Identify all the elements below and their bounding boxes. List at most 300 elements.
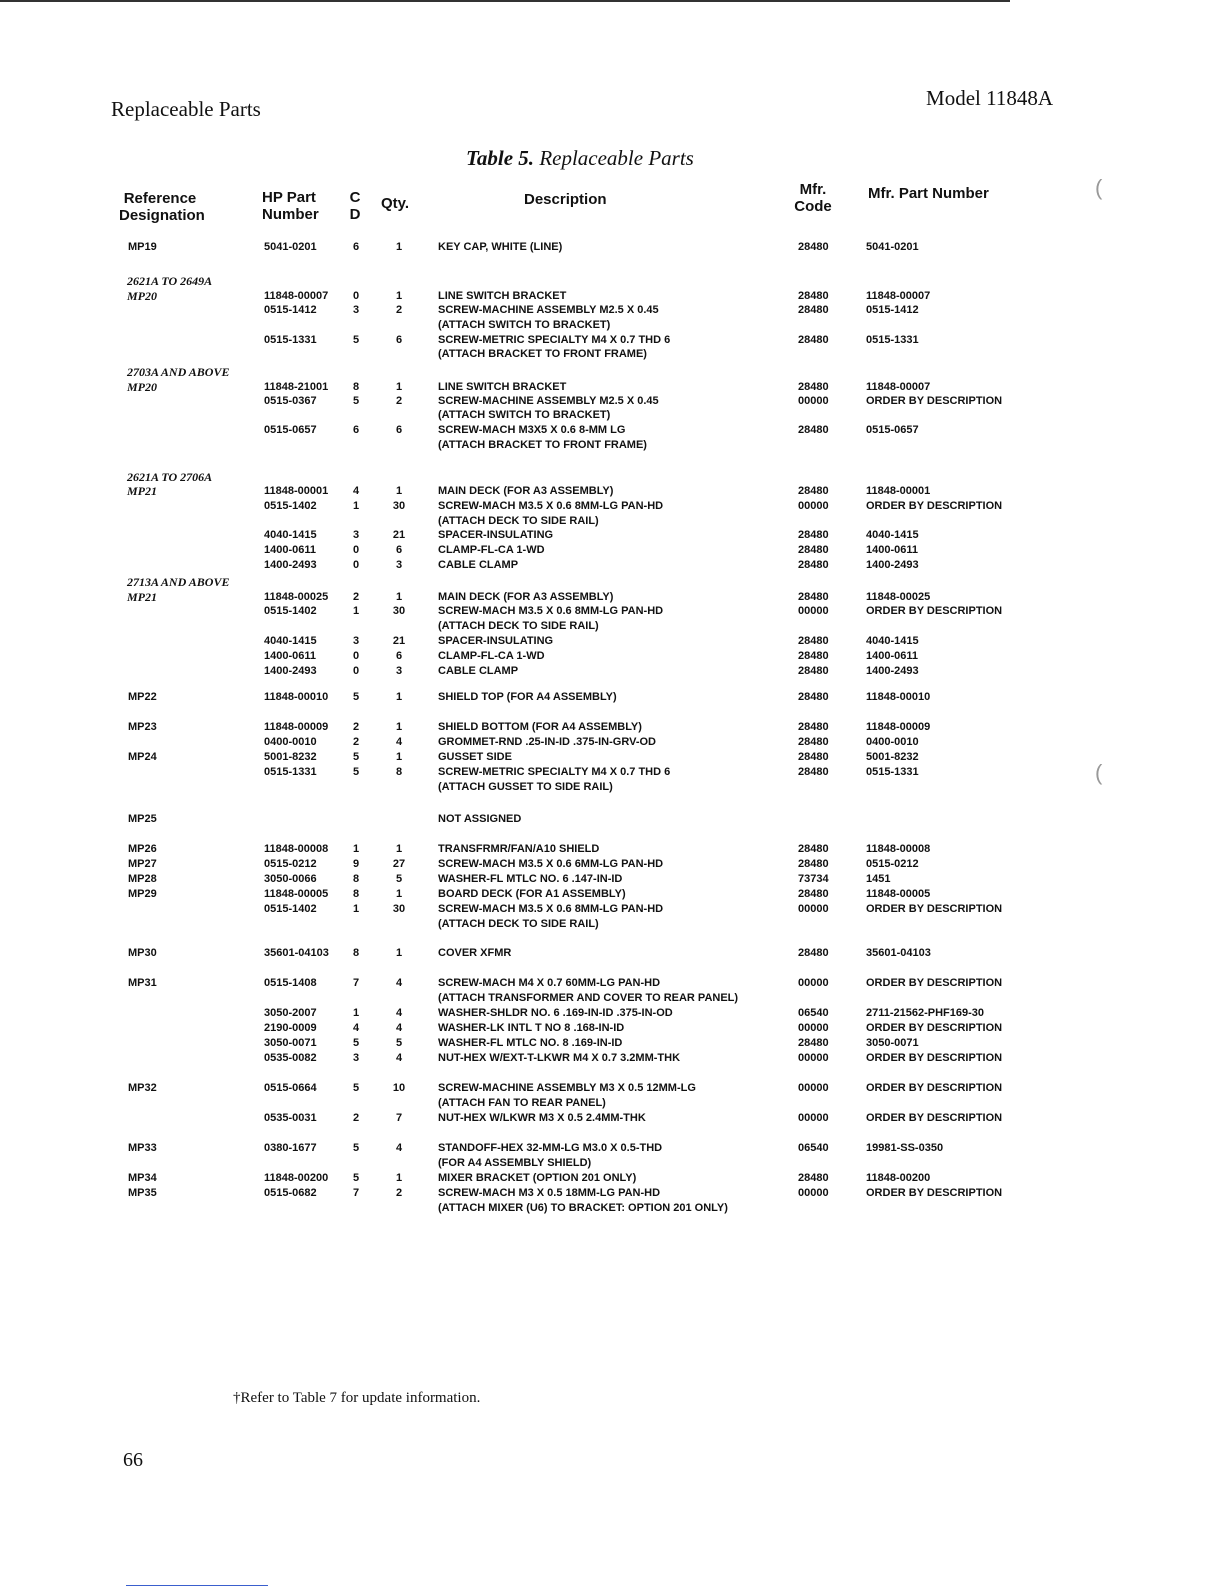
- column-header-mfr-part: Mfr. Part Number: [868, 185, 989, 202]
- reference-designation: MP35: [128, 1187, 157, 1199]
- model-header: Model 11848A: [926, 86, 1053, 110]
- reference-designation: MP27: [128, 858, 157, 870]
- description: CABLE CLAMP: [438, 559, 519, 571]
- table-row: [0, 558, 1224, 573]
- description: (ATTACH DECK TO SIDE RAIL): [438, 918, 599, 930]
- column-header-reference: Reference Designation: [119, 190, 205, 224]
- description: WASHER-SHLDR NO. 6 .169-IN-ID .375-IN-OD: [438, 1007, 673, 1019]
- quantity: 7: [395, 1112, 403, 1124]
- table-row: [0, 1036, 1224, 1051]
- quantity: 10: [392, 1082, 406, 1094]
- check-digit: 2: [352, 736, 360, 748]
- hp-part-number: 1400-2493: [264, 665, 317, 677]
- check-digit: 4: [352, 485, 360, 497]
- quantity: 1: [395, 751, 403, 763]
- description: GUSSET SIDE: [438, 751, 512, 763]
- check-digit: 8: [352, 947, 360, 959]
- table-row: [0, 470, 1224, 485]
- quantity: 1: [395, 485, 403, 497]
- description: LINE SWITCH BRACKET: [438, 381, 567, 393]
- check-digit: 2: [352, 591, 360, 603]
- reference-designation: MP26: [128, 843, 157, 855]
- mfr-part-number: 5041-0201: [866, 241, 919, 253]
- table-row: [0, 365, 1224, 380]
- check-digit: 5: [352, 1082, 360, 1094]
- description: TRANSFRMR/FAN/A10 SHIELD: [438, 843, 600, 855]
- table-row: [0, 240, 1224, 255]
- hp-part-number: 11848-00025: [264, 591, 329, 603]
- table-row: [0, 1186, 1224, 1201]
- quantity: 6: [395, 544, 403, 556]
- description: SHIELD TOP (FOR A4 ASSEMBLY): [438, 691, 617, 703]
- description: MAIN DECK (FOR A3 ASSEMBLY): [438, 485, 614, 497]
- hp-part-number: 0515-0664: [264, 1082, 317, 1094]
- check-digit: 3: [352, 304, 360, 316]
- mfr-part-number: 0515-1331: [866, 334, 919, 346]
- description: SCREW-MACH M3 X 0.5 18MM-LG PAN-HD: [438, 1187, 661, 1199]
- reference-designation: 2621A TO 2706A: [127, 470, 213, 484]
- check-digit: 2: [352, 1112, 360, 1124]
- description: SCREW-MACH M3.5 X 0.6 8MM-LG PAN-HD: [438, 605, 664, 617]
- mfr-part-number: ORDER BY DESCRIPTION: [866, 1052, 1003, 1064]
- hp-part-number: 3050-0071: [264, 1037, 317, 1049]
- table-row: [0, 514, 1224, 529]
- mfr-part-number: ORDER BY DESCRIPTION: [866, 1082, 1003, 1094]
- quantity: 4: [395, 1007, 403, 1019]
- description: LINE SWITCH BRACKET: [438, 290, 567, 302]
- check-digit: 5: [352, 766, 360, 778]
- table-row: [0, 438, 1224, 453]
- reference-designation: MP33: [128, 1142, 157, 1154]
- description: (ATTACH BRACKET TO FRONT FRAME): [438, 348, 647, 360]
- mfr-code: 06540: [798, 1142, 829, 1154]
- hp-part-number: 0535-0082: [264, 1052, 317, 1064]
- mfr-part-number: 1400-0611: [866, 650, 918, 662]
- quantity: 4: [395, 1052, 403, 1064]
- check-digit: 6: [352, 424, 360, 436]
- mfr-part-number: 0400-0010: [866, 736, 919, 748]
- hp-part-number: 0515-1331: [264, 334, 317, 346]
- quantity: 2: [395, 395, 403, 407]
- quantity: 4: [395, 1022, 403, 1034]
- hp-part-number: 11848-00200: [264, 1172, 329, 1184]
- table-row: [0, 1201, 1224, 1216]
- table-row: [0, 575, 1224, 590]
- table-row: [0, 720, 1224, 735]
- table-row: [0, 780, 1224, 795]
- table-row: [0, 872, 1224, 887]
- table-row: [0, 289, 1224, 304]
- check-digit: 3: [352, 1052, 360, 1064]
- description: (ATTACH SWITCH TO BRACKET): [438, 409, 611, 421]
- hp-part-number: 11848-00001: [264, 485, 329, 497]
- section-header: Replaceable Parts: [111, 97, 261, 121]
- reference-designation: MP20: [127, 380, 157, 394]
- check-digit: 0: [352, 650, 360, 662]
- description: SPACER-INSULATING: [438, 529, 554, 541]
- description: SCREW-METRIC SPECIALTY M4 X 0.7 THD 6: [438, 334, 671, 346]
- description: MIXER BRACKET (OPTION 201 ONLY): [438, 1172, 637, 1184]
- table-title-prefix: Table 5.: [466, 146, 535, 170]
- description: (ATTACH BRACKET TO FRONT FRAME): [438, 439, 647, 451]
- hp-part-number: 11848-21001: [264, 381, 329, 393]
- table-row: [0, 634, 1224, 649]
- check-digit: 5: [352, 691, 360, 703]
- table-row: [0, 484, 1224, 499]
- table-row: [0, 1141, 1224, 1156]
- description: CLAMP-FL-CA 1-WD: [438, 650, 545, 662]
- check-digit: 5: [352, 1142, 360, 1154]
- mfr-part-number: 0515-1412: [866, 304, 919, 316]
- hp-part-number: 3050-2007: [264, 1007, 317, 1019]
- description: NUT-HEX W/EXT-T-LKWR M4 X 0.7 3.2MM-THK: [438, 1052, 681, 1064]
- mfr-code: 28480: [798, 559, 829, 571]
- mfr-code: 00000: [798, 395, 829, 407]
- quantity: 1: [395, 721, 403, 733]
- binding-hole-mark: (: [1095, 760, 1103, 785]
- check-digit: 5: [352, 334, 360, 346]
- footnote: †Refer to Table 7 for update information.: [233, 1390, 481, 1406]
- reference-designation: MP28: [128, 873, 157, 885]
- mfr-code: 28480: [798, 1037, 829, 1049]
- quantity: 2: [395, 304, 403, 316]
- mfr-code: 28480: [798, 381, 829, 393]
- check-digit: 5: [352, 1172, 360, 1184]
- reference-designation: MP22: [128, 691, 157, 703]
- check-digit: 7: [352, 977, 360, 989]
- table-row: [0, 590, 1224, 605]
- mfr-code: 28480: [798, 424, 829, 436]
- description: (ATTACH DECK TO SIDE RAIL): [438, 515, 599, 527]
- mfr-part-number: 11848-00007: [866, 381, 931, 393]
- reference-designation: MP34: [128, 1172, 157, 1184]
- quantity: 8: [395, 766, 403, 778]
- description: NOT ASSIGNED: [438, 813, 522, 825]
- hp-part-number: 4040-1415: [264, 529, 317, 541]
- quantity: 1: [395, 1172, 403, 1184]
- table-row: [0, 1096, 1224, 1111]
- hp-part-number: 11848-00007: [264, 290, 329, 302]
- table-row: [0, 1111, 1224, 1126]
- mfr-code: 00000: [798, 1082, 829, 1094]
- reference-designation: MP24: [128, 751, 157, 763]
- reference-designation: MP19: [128, 241, 157, 253]
- table-row: [0, 499, 1224, 514]
- check-digit: 2: [352, 721, 360, 733]
- mfr-part-number: ORDER BY DESCRIPTION: [866, 605, 1003, 617]
- check-digit: 1: [352, 500, 360, 512]
- mfr-code: 00000: [798, 500, 829, 512]
- mfr-part-number: 0515-1331: [866, 766, 919, 778]
- quantity: 1: [395, 947, 403, 959]
- table-row: [0, 1006, 1224, 1021]
- mfr-code: 00000: [798, 1187, 829, 1199]
- mfr-code: 28480: [798, 721, 829, 733]
- quantity: 3: [395, 665, 403, 677]
- hp-part-number: 0515-0657: [264, 424, 317, 436]
- quantity: 1: [395, 290, 403, 302]
- check-digit: 1: [352, 605, 360, 617]
- check-digit: 9: [352, 858, 360, 870]
- mfr-code: 28480: [798, 591, 829, 603]
- hp-part-number: 35601-04103: [264, 947, 329, 959]
- check-digit: 1: [352, 1007, 360, 1019]
- column-header-cd: C D: [349, 189, 361, 223]
- check-digit: 8: [352, 873, 360, 885]
- hp-part-number: 0515-1402: [264, 903, 317, 915]
- reference-designation: MP20: [127, 289, 157, 303]
- mfr-code: 28480: [798, 544, 829, 556]
- table-row: [0, 690, 1224, 705]
- hp-part-number: 0515-0367: [264, 395, 317, 407]
- description: GROMMET-RND .25-IN-ID .375-IN-GRV-OD: [438, 736, 656, 748]
- description: SCREW-MACHINE ASSEMBLY M2.5 X 0.45: [438, 395, 659, 407]
- mfr-part-number: 11848-00009: [866, 721, 931, 733]
- mfr-code: 28480: [798, 650, 829, 662]
- hp-part-number: 1400-0611: [264, 650, 316, 662]
- quantity: 21: [392, 635, 406, 647]
- description: SCREW-MACH M3X5 X 0.6 8-MM LG: [438, 424, 626, 436]
- reference-designation: MP21: [127, 484, 157, 498]
- quantity: 1: [395, 691, 403, 703]
- hp-part-number: 1400-2493: [264, 559, 317, 571]
- mfr-code: 28480: [798, 843, 829, 855]
- mfr-part-number: 4040-1415: [866, 529, 919, 541]
- mfr-code: 28480: [798, 665, 829, 677]
- mfr-part-number: ORDER BY DESCRIPTION: [866, 977, 1003, 989]
- binding-hole-mark: (: [1095, 175, 1103, 200]
- table-row: [0, 604, 1224, 619]
- reference-designation: MP30: [128, 947, 157, 959]
- hp-part-number: 0515-1402: [264, 605, 317, 617]
- description: (ATTACH DECK TO SIDE RAIL): [438, 620, 599, 632]
- table-row: [0, 976, 1224, 991]
- hp-part-number: 5041-0201: [264, 241, 317, 253]
- description: SCREW-METRIC SPECIALTY M4 X 0.7 THD 6: [438, 766, 671, 778]
- mfr-code: 28480: [798, 736, 829, 748]
- quantity: 6: [395, 334, 403, 346]
- table-row: [0, 946, 1224, 961]
- mfr-code: 28480: [798, 529, 829, 541]
- mfr-part-number: ORDER BY DESCRIPTION: [866, 1187, 1003, 1199]
- hp-part-number: 0515-1412: [264, 304, 317, 316]
- hp-part-number: 11848-00009: [264, 721, 329, 733]
- reference-designation: MP21: [127, 590, 157, 604]
- hp-part-number: 0515-1331: [264, 766, 317, 778]
- check-digit: 3: [352, 529, 360, 541]
- check-digit: 5: [352, 1037, 360, 1049]
- mfr-part-number: 19981-SS-0350: [866, 1142, 944, 1154]
- table-row: [0, 857, 1224, 872]
- mfr-code: 28480: [798, 858, 829, 870]
- table-row: [0, 917, 1224, 932]
- table-row: [0, 991, 1224, 1006]
- mfr-code: 00000: [798, 605, 829, 617]
- column-header-description: Description: [524, 191, 607, 208]
- table-row: [0, 1171, 1224, 1186]
- description: (ATTACH GUSSET TO SIDE RAIL): [438, 781, 613, 793]
- description: (ATTACH MIXER (U6) TO BRACKET: OPTION 201 ONLY): [438, 1202, 728, 1214]
- table-row: [0, 619, 1224, 634]
- table-row: [0, 649, 1224, 664]
- quantity: 5: [395, 1037, 403, 1049]
- check-digit: 4: [352, 1022, 360, 1034]
- description: SCREW-MACH M4 X 0.7 60MM-LG PAN-HD: [438, 977, 661, 989]
- table-row: [0, 1081, 1224, 1096]
- mfr-part-number: 3050-0071: [866, 1037, 919, 1049]
- description: BOARD DECK (FOR A1 ASSEMBLY): [438, 888, 626, 900]
- table-title-rest: Replaceable Parts: [534, 146, 694, 170]
- table-row: [0, 543, 1224, 558]
- table-row: [0, 887, 1224, 902]
- check-digit: 6: [352, 241, 360, 253]
- table-row: [0, 812, 1224, 827]
- description: STANDOFF-HEX 32-MM-LG M3.0 X 0.5-THD: [438, 1142, 663, 1154]
- hp-part-number: 0535-0031: [264, 1112, 317, 1124]
- hp-part-number: 11848-00005: [264, 888, 329, 900]
- column-header-mfr-code: Mfr. Code: [794, 181, 832, 215]
- description: (ATTACH SWITCH TO BRACKET): [438, 319, 611, 331]
- mfr-part-number: 35601-04103: [866, 947, 931, 959]
- quantity: 1: [395, 591, 403, 603]
- quantity: 4: [395, 1142, 403, 1154]
- mfr-part-number: 5001-8232: [866, 751, 919, 763]
- mfr-code: 00000: [798, 1112, 829, 1124]
- table-row: [0, 528, 1224, 543]
- hp-part-number: 0400-0010: [264, 736, 317, 748]
- quantity: 6: [395, 650, 403, 662]
- description: CLAMP-FL-CA 1-WD: [438, 544, 545, 556]
- hp-part-number: 0515-0212: [264, 858, 317, 870]
- mfr-part-number: ORDER BY DESCRIPTION: [866, 395, 1003, 407]
- check-digit: 8: [352, 381, 360, 393]
- reference-designation: MP23: [128, 721, 157, 733]
- description: KEY CAP, WHITE (LINE): [438, 241, 563, 253]
- table-row: [0, 423, 1224, 438]
- mfr-part-number: 11848-00025: [866, 591, 931, 603]
- description: (ATTACH TRANSFORMER AND COVER TO REAR PANEL): [438, 992, 739, 1004]
- mfr-code: 28480: [798, 635, 829, 647]
- mfr-part-number: 11848-00001: [866, 485, 931, 497]
- table-row: [0, 333, 1224, 348]
- mfr-part-number: ORDER BY DESCRIPTION: [866, 1022, 1003, 1034]
- quantity: 27: [392, 858, 406, 870]
- mfr-part-number: 1400-2493: [866, 559, 919, 571]
- table-row: [0, 664, 1224, 679]
- table-row: [0, 394, 1224, 409]
- mfr-part-number: 0515-0657: [866, 424, 919, 436]
- check-digit: 8: [352, 888, 360, 900]
- mfr-code: 06540: [798, 1007, 829, 1019]
- hp-part-number: 0380-1677: [264, 1142, 317, 1154]
- quantity: 5: [395, 873, 403, 885]
- reference-designation: MP31: [128, 977, 157, 989]
- quantity: 4: [395, 977, 403, 989]
- quantity: 30: [392, 903, 406, 915]
- description: SCREW-MACH M3.5 X 0.6 8MM-LG PAN-HD: [438, 500, 664, 512]
- description: (ATTACH FAN TO REAR PANEL): [438, 1097, 606, 1109]
- description: COVER XFMR: [438, 947, 512, 959]
- quantity: 6: [395, 424, 403, 436]
- quantity: 2: [395, 1187, 403, 1199]
- quantity: 3: [395, 559, 403, 571]
- mfr-code: 28480: [798, 241, 829, 253]
- mfr-part-number: 11848-00010: [866, 691, 931, 703]
- check-digit: 0: [352, 290, 360, 302]
- hp-part-number: 0515-1408: [264, 977, 317, 989]
- table-row: [0, 408, 1224, 423]
- description: SHIELD BOTTOM (FOR A4 ASSEMBLY): [438, 721, 642, 733]
- mfr-part-number: 1400-0611: [866, 544, 918, 556]
- check-digit: 0: [352, 544, 360, 556]
- mfr-code: 00000: [798, 977, 829, 989]
- mfr-part-number: 1400-2493: [866, 665, 919, 677]
- hp-part-number: 0515-1402: [264, 500, 317, 512]
- description: CABLE CLAMP: [438, 665, 519, 677]
- quantity: 1: [395, 888, 403, 900]
- check-digit: 7: [352, 1187, 360, 1199]
- mfr-part-number: 2711-21562-PHF169-30: [866, 1007, 985, 1019]
- mfr-part-number: ORDER BY DESCRIPTION: [866, 500, 1003, 512]
- hp-part-number: 0515-0682: [264, 1187, 317, 1199]
- description: (FOR A4 ASSEMBLY SHIELD): [438, 1157, 592, 1169]
- mfr-code: 28480: [798, 766, 829, 778]
- reference-designation: MP29: [128, 888, 157, 900]
- description: WASHER-LK INTL T NO 8 .168-IN-ID: [438, 1022, 625, 1034]
- table-row: [0, 750, 1224, 765]
- table-row: [0, 1156, 1224, 1171]
- reference-designation: 2621A TO 2649A: [127, 274, 213, 288]
- table-row: [0, 274, 1224, 289]
- mfr-code: 28480: [798, 751, 829, 763]
- check-digit: 5: [352, 751, 360, 763]
- mfr-part-number: 4040-1415: [866, 635, 919, 647]
- mfr-code: 00000: [798, 1022, 829, 1034]
- check-digit: 0: [352, 665, 360, 677]
- mfr-code: 28480: [798, 947, 829, 959]
- reference-designation: 2713A AND ABOVE: [127, 575, 230, 589]
- quantity: 30: [392, 500, 406, 512]
- hp-part-number: 3050-0066: [264, 873, 317, 885]
- description: NUT-HEX W/LKWR M3 X 0.5 2.4MM-THK: [438, 1112, 646, 1124]
- description: WASHER-FL MTLC NO. 8 .169-IN-ID: [438, 1037, 623, 1049]
- table-row: [0, 842, 1224, 857]
- table-row: [0, 735, 1224, 750]
- mfr-code: 28480: [798, 888, 829, 900]
- quantity: 1: [395, 241, 403, 253]
- mfr-code: 28480: [798, 691, 829, 703]
- check-digit: 1: [352, 843, 360, 855]
- table-row: [0, 347, 1224, 362]
- hp-part-number: 4040-1415: [264, 635, 317, 647]
- quantity: 1: [395, 843, 403, 855]
- table-row: [0, 765, 1224, 780]
- hp-part-number: 5001-8232: [264, 751, 317, 763]
- quantity: 21: [392, 529, 406, 541]
- table-row: [0, 380, 1224, 395]
- table-row: [0, 1021, 1224, 1036]
- quantity: 30: [392, 605, 406, 617]
- mfr-part-number: 11848-00008: [866, 843, 931, 855]
- hp-part-number: 11848-00010: [264, 691, 329, 703]
- column-header-hp-part: HP Part Number: [262, 189, 319, 223]
- mfr-part-number: ORDER BY DESCRIPTION: [866, 903, 1003, 915]
- mfr-part-number: 11848-00005: [866, 888, 931, 900]
- description: MAIN DECK (FOR A3 ASSEMBLY): [438, 591, 614, 603]
- mfr-part-number: 1451: [866, 873, 891, 885]
- description: SCREW-MACH M3.5 X 0.6 8MM-LG PAN-HD: [438, 903, 664, 915]
- quantity: 1: [395, 381, 403, 393]
